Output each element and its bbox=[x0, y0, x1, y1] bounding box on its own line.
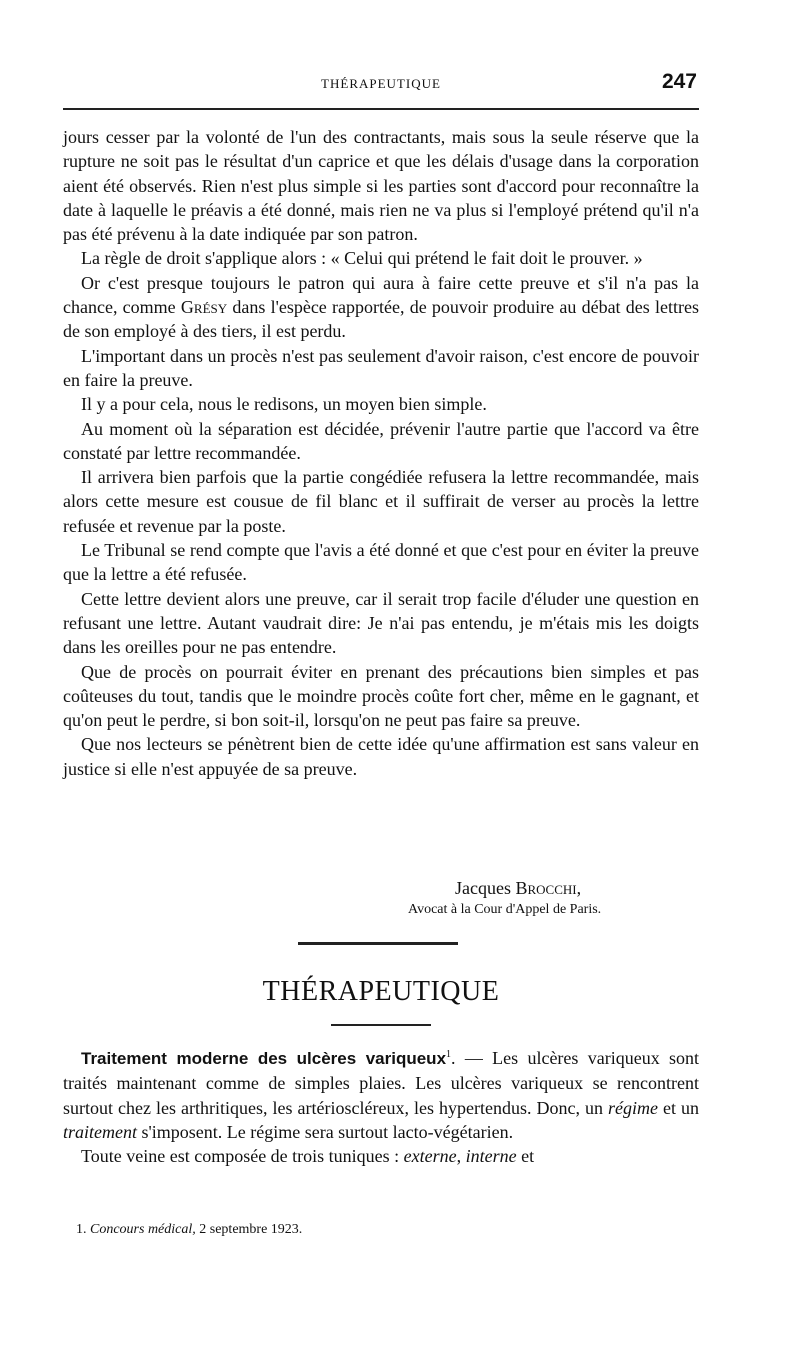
footnote-marker: 1. bbox=[76, 1222, 87, 1237]
paragraph-10: Que de procès on pourrait éviter en prenant des précautions bien simples et pas coûteuses du tout, tandis que le moindre procès coûte fort cher, même en le gagnant, et qu'on peut le perdre, si bon soit-il, lorsqu'on ne peut pas faire sa preuve. bbox=[63, 661, 699, 731]
paragraph-9: Cette lettre devient alors une preuve, car il serait trop facile d'éluder une question en refusant une lettre. Autant vaudrait dire: Je n'ai pas entendu, je m'étais mis les doigts dans les oreilles pour ne pas entendre. bbox=[63, 588, 699, 658]
section-body bbox=[63, 1043, 699, 1168]
paragraph-7: Il arrivera bien parfois que la partie congédiée refusera la lettre recommandée, mais alors cette mesure est cousue de fil blanc et il suffirait de verser au procès la lettre refusée et revenue par la poste. bbox=[63, 467, 699, 536]
author-last-name: Brocchi, bbox=[515, 878, 582, 898]
lead-dash: . — bbox=[451, 1048, 493, 1068]
term-regime: régime bbox=[607, 1097, 658, 1118]
footnote-ref: 1 bbox=[446, 1049, 452, 1060]
author-first-name: Jacques bbox=[455, 878, 511, 898]
paragraph-3 bbox=[63, 271, 699, 344]
running-head bbox=[63, 70, 699, 96]
section-p2-a: Toute veine est composée de trois tuniques : bbox=[81, 1146, 404, 1167]
section-paragraph-1 bbox=[63, 1043, 699, 1144]
section-p1-c: s'imposent. Le régime sera surtout lacto-végétarien. bbox=[137, 1121, 514, 1142]
term-interne: interne bbox=[465, 1146, 517, 1167]
header-rule bbox=[63, 108, 699, 110]
footnote bbox=[76, 1222, 302, 1238]
running-title: THÉRAPEUTIQUE bbox=[321, 76, 441, 91]
paragraph-8: Le Tribunal se rend compte que l'avis a été donné et que c'est pour en éviter la preuve que la lettre a été refusée. bbox=[63, 540, 699, 585]
paragraph-5: Il y a pour cela, nous le redisons, un moyen bien simple. bbox=[81, 394, 487, 415]
section-paragraph-2 bbox=[63, 1144, 699, 1168]
section-divider-top bbox=[298, 942, 458, 945]
section-p2-c: et bbox=[516, 1146, 535, 1167]
paragraph-1: jours cesser par la volonté de l'un des contractants, mais sous la seule réserve que la rupture ne soit pas le résultat d'un caprice et que les délais d'usage dans la corporation aient été observés. Rien n'est plus simple si les parties sont d'accord pour reconnaître la date à laquelle le préavis a été donné, mais rien ne va plus si l'employé prétend qu'il n'a pas été prévenu à la date indiquée par son patron. bbox=[63, 127, 699, 245]
article-body bbox=[63, 125, 699, 781]
term-traitement: traitement bbox=[63, 1121, 137, 1142]
section-p2-b: , bbox=[456, 1146, 466, 1167]
paragraph-11: Que nos lecteurs se pénètrent bien de cette idée qu'une affirmation est sans valeur en justice si elle n'est appuyée de sa preuve. bbox=[63, 734, 699, 779]
section-title: THÉRAPEUTIQUE bbox=[262, 976, 500, 1007]
footnote-source: Concours médical, bbox=[90, 1222, 196, 1237]
footnote-date: 2 septembre 1923. bbox=[195, 1222, 303, 1237]
term-externe: externe bbox=[403, 1146, 457, 1167]
page-number: 247 bbox=[661, 70, 697, 93]
author-title: Avocat à la Cour d'Appel de Paris. bbox=[408, 902, 602, 917]
paragraph-3-start: Or c'est presque toujours le patron qui aura à faire cette preuve et s'il n'a pas la chance, comme bbox=[63, 272, 699, 318]
paragraph-4: L'important dans un procès n'est pas seulement d'avoir raison, c'est encore de pouvoir en faire la preuve. bbox=[63, 345, 699, 390]
section-divider-bottom bbox=[331, 1024, 431, 1026]
section-p1-a: Les ulcères variqueux sont traités maintenant comme de simples plaies. Les ulcères variqueux se rencontrent surtout chez les arthritiques, les artérioscléreux, les hypertendus. Donc, un bbox=[63, 1048, 700, 1118]
cited-name: Grésy bbox=[180, 297, 228, 318]
signature bbox=[63, 877, 699, 921]
paragraph-6: Au moment où la séparation est décidée, prévenir l'autre partie que l'accord va être constaté par lettre recommandée. bbox=[63, 418, 699, 463]
author-name bbox=[455, 877, 699, 899]
paragraph-2: La règle de droit s'applique alors : « Celui qui prétend le fait doit le prouver. » bbox=[81, 248, 643, 269]
section-p1-b: et un bbox=[657, 1097, 699, 1118]
paragraph-3-end: dans l'espèce rapportée, de pouvoir produire au débat des lettres de son employé à des tiers, il est perdu. bbox=[63, 297, 699, 342]
section-lead: Traitement moderne des ulcères variqueux bbox=[81, 1049, 447, 1068]
